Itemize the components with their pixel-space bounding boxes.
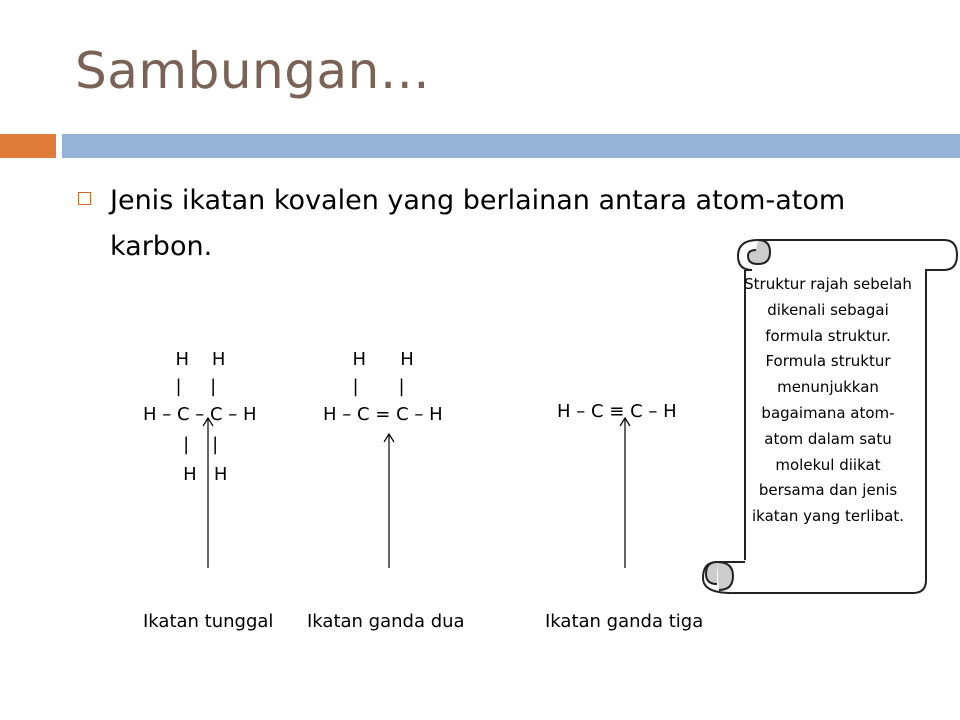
- double-bond-formula: H – C = C – H: [323, 404, 443, 425]
- label-double-bond: Ikatan ganda dua: [307, 611, 465, 632]
- double-bond-top-bonds: | |: [341, 376, 405, 397]
- label-single-bond: Ikatan tunggal: [143, 611, 274, 632]
- triple-bond-formula: H – C ≡ C – H: [557, 401, 677, 422]
- single-bond-formula: H – C – C – H: [143, 404, 257, 425]
- label-triple-bond: Ikatan ganda tiga: [545, 611, 704, 632]
- single-bond-bottom-bonds: | |: [166, 434, 219, 455]
- scroll-note-text: Struktur rajah sebelah dikenali sebagai formula struktur. Formula struktur menunjukkan bagaimana atom-atom dalam satu molekul diikat bersama dan jenis ikatan yang terlibat.: [744, 275, 912, 526]
- single-bond-top-hydrogens: H H: [164, 349, 226, 370]
- slide-title: Sambungan…: [75, 42, 431, 100]
- single-bond-top-bonds: | |: [164, 376, 217, 397]
- single-bond-bottom-hydrogens: H H: [166, 464, 228, 485]
- double-bond-top-hydrogens: H H: [341, 349, 414, 370]
- bullet-text: Jenis ikatan kovalen yang berlainan antara atom-atom karbon.: [110, 185, 846, 262]
